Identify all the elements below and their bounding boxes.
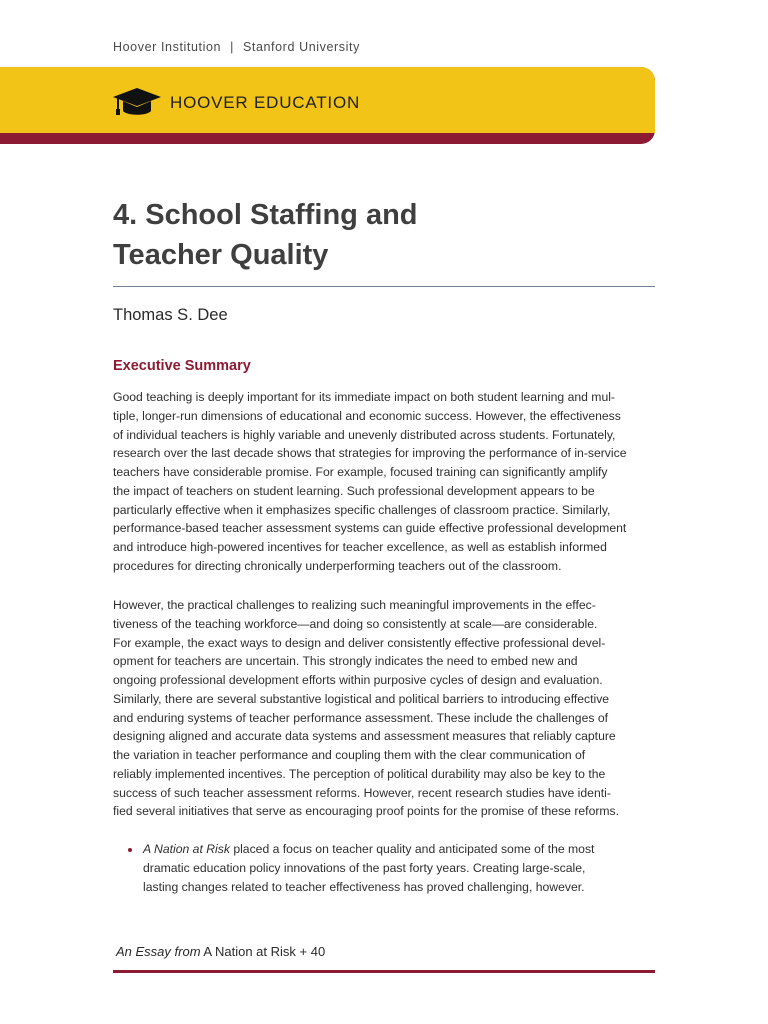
footer-prefix: An Essay from (116, 944, 201, 959)
page-title (113, 195, 653, 275)
paragraph-line: performance-based teacher assessment systems can guide effective professional development (113, 521, 627, 536)
bullet-italic-lead: A Nation at Risk (143, 842, 230, 856)
author-name: Thomas S. Dee (113, 306, 228, 324)
banner-title: HOOVER EDUCATION (170, 93, 361, 112)
list-item (113, 840, 643, 896)
institution-header (113, 40, 360, 54)
paragraph-line: teachers have considerable promise. For example, focused training can significantly amplify (113, 465, 608, 479)
title-line-1: 4. School Staffing and (113, 199, 418, 231)
title-divider (113, 286, 655, 287)
paragraph-line: tiple, longer-run dimensions of educational and economic success. However, the effectiveness (113, 408, 621, 423)
paragraph-line: reliably implemented incentives. The perception of political durability may also be key to the (113, 766, 606, 781)
paragraph-line: ongoing professional development efforts within purposive cycles of design and evaluation. (113, 673, 603, 687)
bullet-text: lasting changes related to teacher effectiveness has proved challenging, however. (143, 879, 585, 894)
paragraph-line: of individual teachers is highly variable and unevenly distributed across students. Fortunately, (113, 427, 616, 442)
paragraph-line: success of such teacher assessment reforms. However, recent research studies have identi- (113, 785, 611, 800)
essay-footer (116, 944, 325, 959)
paragraph-line: opment for teachers are uncertain. This strongly indicates the need to embed new and (113, 654, 578, 669)
bullet-text: dramatic education policy innovations of the past forty years. Creating large-scale, (143, 860, 586, 875)
bullet-text: placed a focus on teacher quality and anticipated some of the most (229, 842, 595, 856)
paragraph-line: research over the last decade shows that strategies for improving the performance of in-service (113, 446, 627, 461)
paragraph-line: particularly effective when it emphasizes specific challenges of classroom practice. Similarly, (113, 502, 611, 517)
section-heading: Executive Summary (113, 358, 251, 374)
paragraph-line: For example, the exact ways to design and deliver consistently effective professional devel- (113, 635, 606, 650)
paragraph-line: and introduce high-powered incentives for teacher excellence, as well as establish informed (113, 540, 607, 554)
paragraph-line: Good teaching is deeply important for its immediate impact on both student learning and mul- (113, 390, 615, 404)
bullet-icon (128, 848, 132, 852)
paragraph-line: the impact of teachers on student learning. Such professional development appears to be (113, 483, 595, 498)
summary-paragraph-2 (113, 596, 658, 821)
header-separator: | (230, 40, 234, 54)
university-name: Stanford University (242, 40, 360, 54)
summary-paragraph-1 (113, 388, 658, 576)
paragraph-line: procedures for directing chronically underperforming teachers out of the classroom. (113, 558, 562, 573)
paragraph-line: tiveness of the teaching workforce—and doing so consistently at scale—are considerable. (113, 616, 598, 631)
paragraph-line: fied several initiatives that serve as encouraging proof points for the promise of these reforms. (113, 804, 620, 819)
footer-publication: A Nation at Risk + 40 (200, 944, 326, 959)
paragraph-line: However, the practical challenges to realizing such meaningful improvements in the effec- (113, 598, 596, 612)
hoover-education-banner (0, 67, 655, 144)
institution-name: Hoover Institution (113, 40, 222, 54)
paragraph-line: Similarly, there are several substantive logistical and political barriers to introducing effective (113, 691, 610, 706)
paragraph-line: the variation in teacher performance and coupling them with the clear communication of (113, 748, 586, 762)
banner-yellow-band (0, 67, 655, 133)
summary-bullet-list (113, 840, 658, 896)
graduation-cap-icon (112, 86, 162, 118)
paragraph-line: designing aligned and accurate data systems and assessment measures that reliably capture (113, 729, 616, 744)
footer-divider (113, 970, 655, 973)
paragraph-line: and enduring systems of teacher performance assessment. These include the challenges of (113, 710, 609, 725)
title-line-2: Teacher Quality (113, 239, 329, 271)
